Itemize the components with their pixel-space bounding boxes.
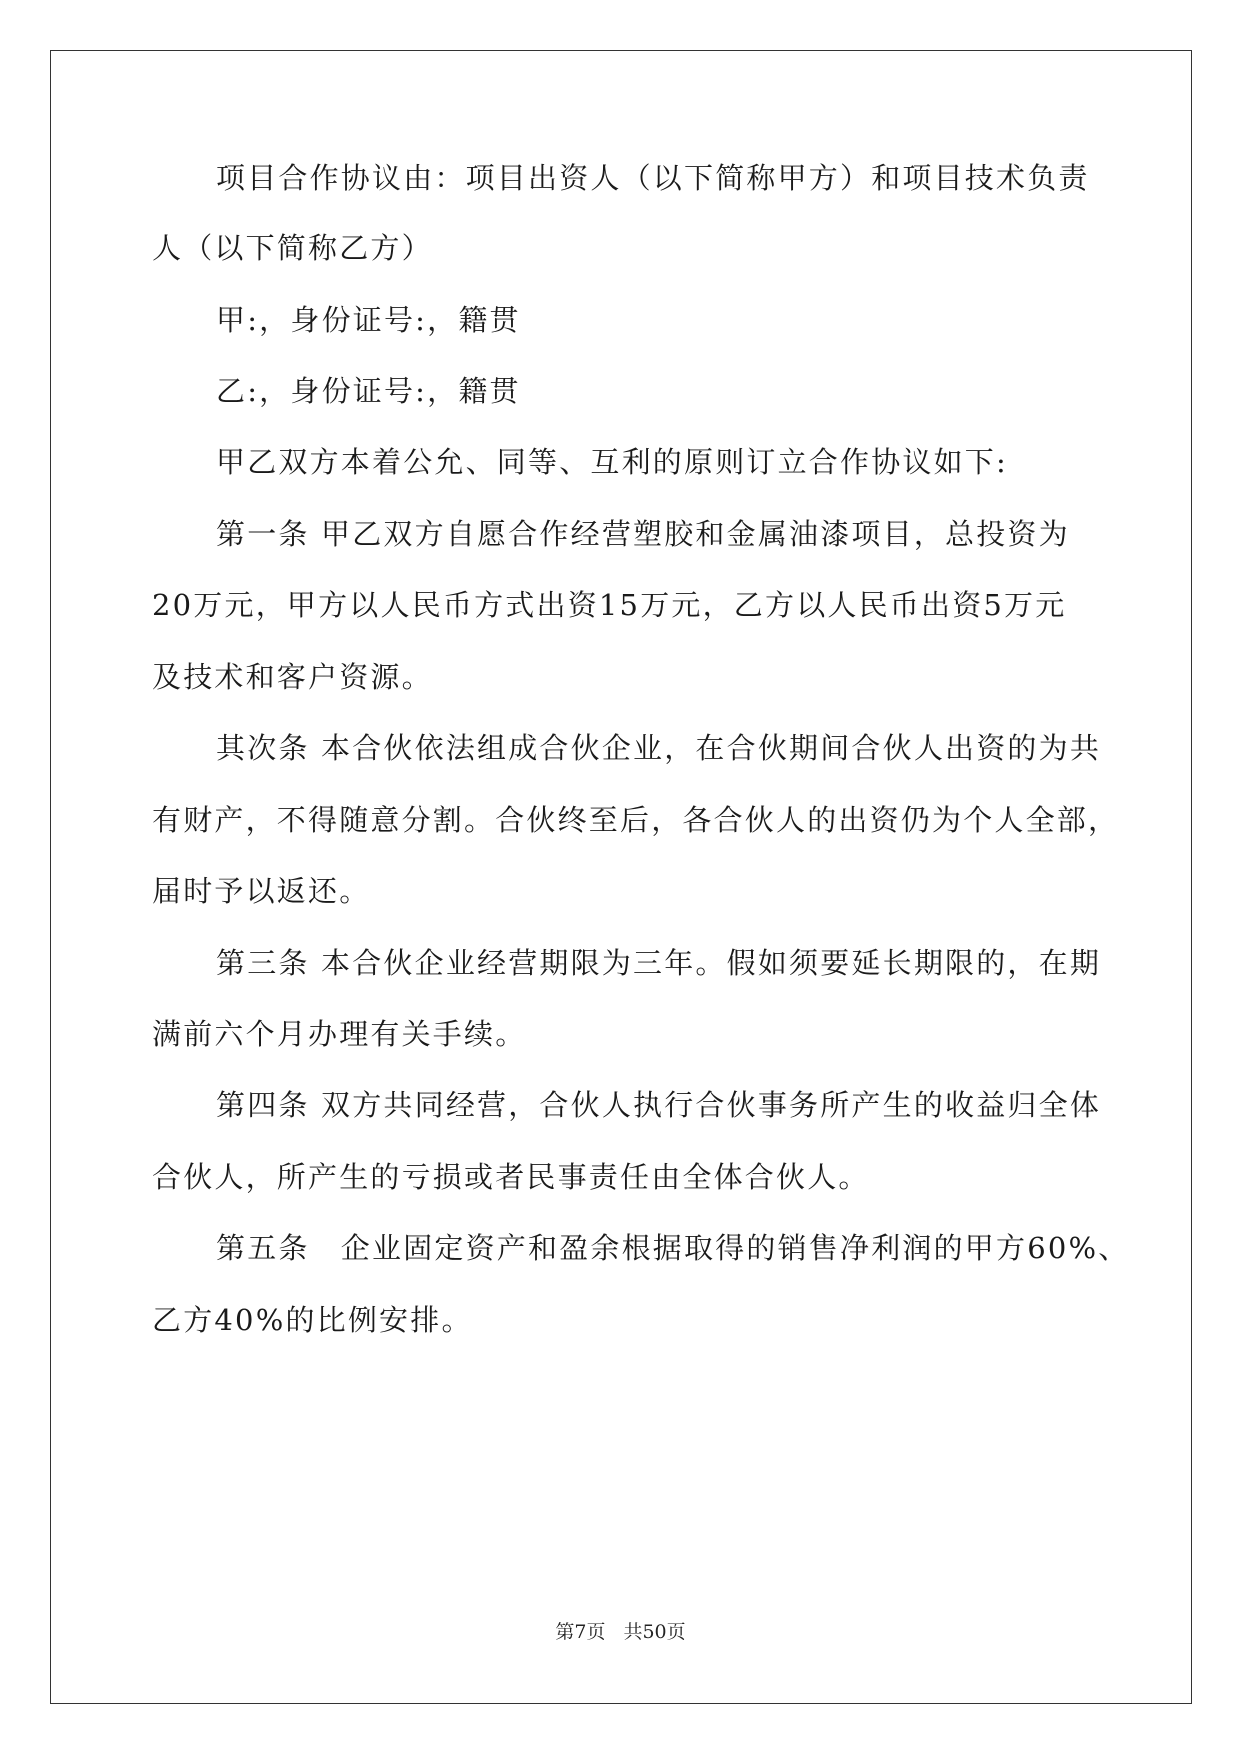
paragraph-line: 其次条 本合伙依法组成合伙企业，在合伙期间合伙人出资的为共 [216, 731, 1102, 765]
paragraph-line: 满前六个月办理有关手续。 [152, 1017, 527, 1051]
paragraph-line: 届时予以返还。 [152, 874, 371, 908]
paragraph-line: 乙方40%的比例安排。 [152, 1303, 473, 1337]
paragraph-line: 第一条 甲乙双方自愿合作经营塑胶和金属油漆项目，总投资为 [216, 517, 1070, 551]
paragraph-line: 项目合作协议由：项目出资人（以下简称甲方）和项目技术负责 [216, 161, 1090, 195]
paragraph-line: 甲:，身份证号:，籍贯 [216, 303, 521, 337]
paragraph-line: 人（以下简称乙方） [152, 231, 433, 265]
paragraph-line: 及技术和客户资源。 [152, 660, 433, 694]
paragraph-line: 有财产，不得随意分割。合伙终至后，各合伙人的出资仍为个人全部， [152, 803, 1120, 837]
page-total: 共50页 [623, 1621, 686, 1643]
paragraph-line: 甲乙双方本着公允、同等、互利的原则订立合作协议如下: [216, 445, 1008, 479]
paragraph-line: 第五条 企业固定资产和盈余根据取得的销售净利润的甲方60%、 [216, 1231, 1130, 1265]
page-footer [0, 1620, 1241, 1644]
paragraph-line: 第四条 双方共同经营，合伙人执行合伙事务所产生的收益归全体 [216, 1088, 1102, 1122]
paragraph-line: 乙:，身份证号:，籍贯 [216, 374, 521, 408]
paragraph-line: 合伙人，所产生的亏损或者民事责任由全体合伙人。 [152, 1160, 870, 1194]
page-number: 第7页 [555, 1621, 606, 1643]
paragraph-line: 第三条 本合伙企业经营期限为三年。假如须要延长期限的，在期 [216, 946, 1102, 980]
paragraph-line: 20万元，甲方以人民币方式出资15万元，乙方以人民币出资5万元 [152, 588, 1067, 622]
